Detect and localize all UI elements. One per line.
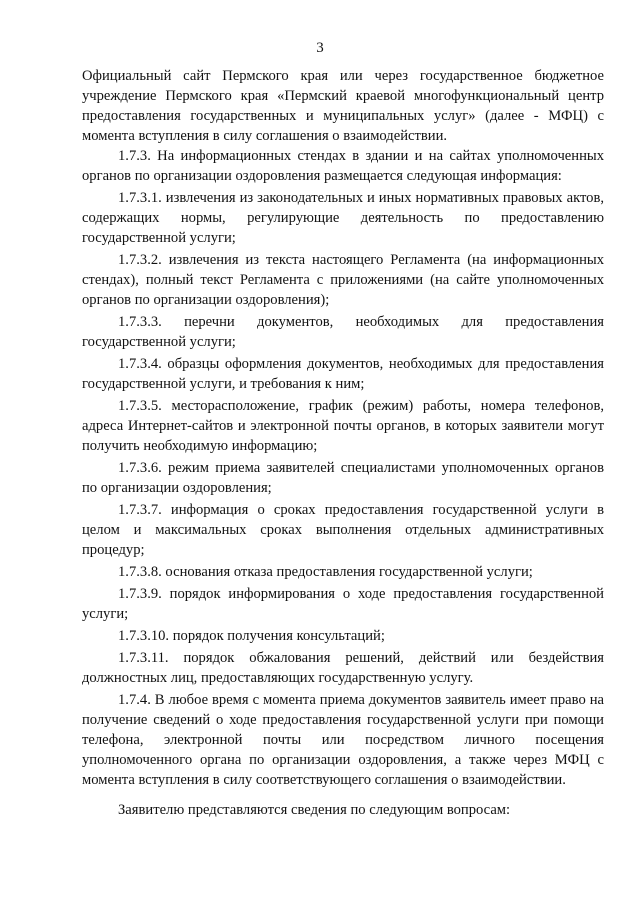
paragraph-1-7-3-11: 1.7.3.11. порядок обжалования решений, действий или бездействия должностных лиц, предоставляющих государственную услугу. (82, 650, 604, 686)
paragraph-1-7-3-2: 1.7.3.2. извлечения из текста настоящего Регламента (на информационных стендах), полный текст Регламента с приложениями (на сайте уполномоченных органов по организации оздоровления); (82, 252, 604, 308)
paragraph-1-7-3-5: 1.7.3.5. месторасположение, график (режим) работы, номера телефонов, адреса Интернет-сайтов и электронной почты органов, в которых заявители могут получить необходимую информацию; (82, 398, 604, 454)
paragraph-1-7-3-4: 1.7.3.4. образцы оформления документов, необходимых для предоставления государственной услуги, и требования к ним; (82, 356, 604, 392)
document-body (82, 66, 604, 820)
paragraph-1-7-4: 1.7.4. В любое время с момента приема документов заявитель имеет право на получение сведений о ходе предоставления государственной услуги при помощи телефона, электронной почты или посредством личного посещения уполномоченного органа по организации оздоровления, а также через МФЦ с момента вступления в силу соответствующего соглашения о взаимодействии. (82, 692, 604, 788)
paragraph-1-7-3-7: 1.7.3.7. информация о сроках предоставления государственной услуги в целом и максимальных сроках выполнения отдельных административных процедур; (82, 502, 604, 558)
paragraph-closing: Заявителю представляются сведения по следующим вопросам: (118, 802, 511, 818)
paragraph-1-7-3-1: 1.7.3.1. извлечения из законодательных и иных нормативных правовых актов, содержащих нормы, регулирующие деятельность по предоставлению государственной услуги; (82, 190, 604, 246)
paragraph-1-7-3-3: 1.7.3.3. перечни документов, необходимых для предоставления государственной услуги; (82, 314, 604, 350)
page-number: 3 (316, 40, 324, 56)
paragraph-1-7-3-8: 1.7.3.8. основания отказа предоставления государственной услуги; (118, 564, 533, 580)
paragraph-1-7-3-6: 1.7.3.6. режим приема заявителей специалистами уполномоченных органов по организации оздоровления; (82, 460, 604, 496)
paragraph-intro: Официальный сайт Пермского края или через государственное бюджетное учреждение Пермского края «Пермский краевой многофункциональный центр предоставления государственных и муниципальных услуг» (далее - МФЦ) с момента вступления в силу соглашения о взаимодействии. (82, 68, 604, 144)
paragraph-1-7-3-10: 1.7.3.10. порядок получения консультаций; (118, 628, 385, 644)
paragraph-1-7-3-9: 1.7.3.9. порядок информирования о ходе предоставления государственной услуги; (82, 586, 604, 622)
paragraph-1-7-3: 1.7.3. На информационных стендах в здании и на сайтах уполномоченных органов по организации оздоровления размещается следующая информация: (82, 148, 604, 184)
